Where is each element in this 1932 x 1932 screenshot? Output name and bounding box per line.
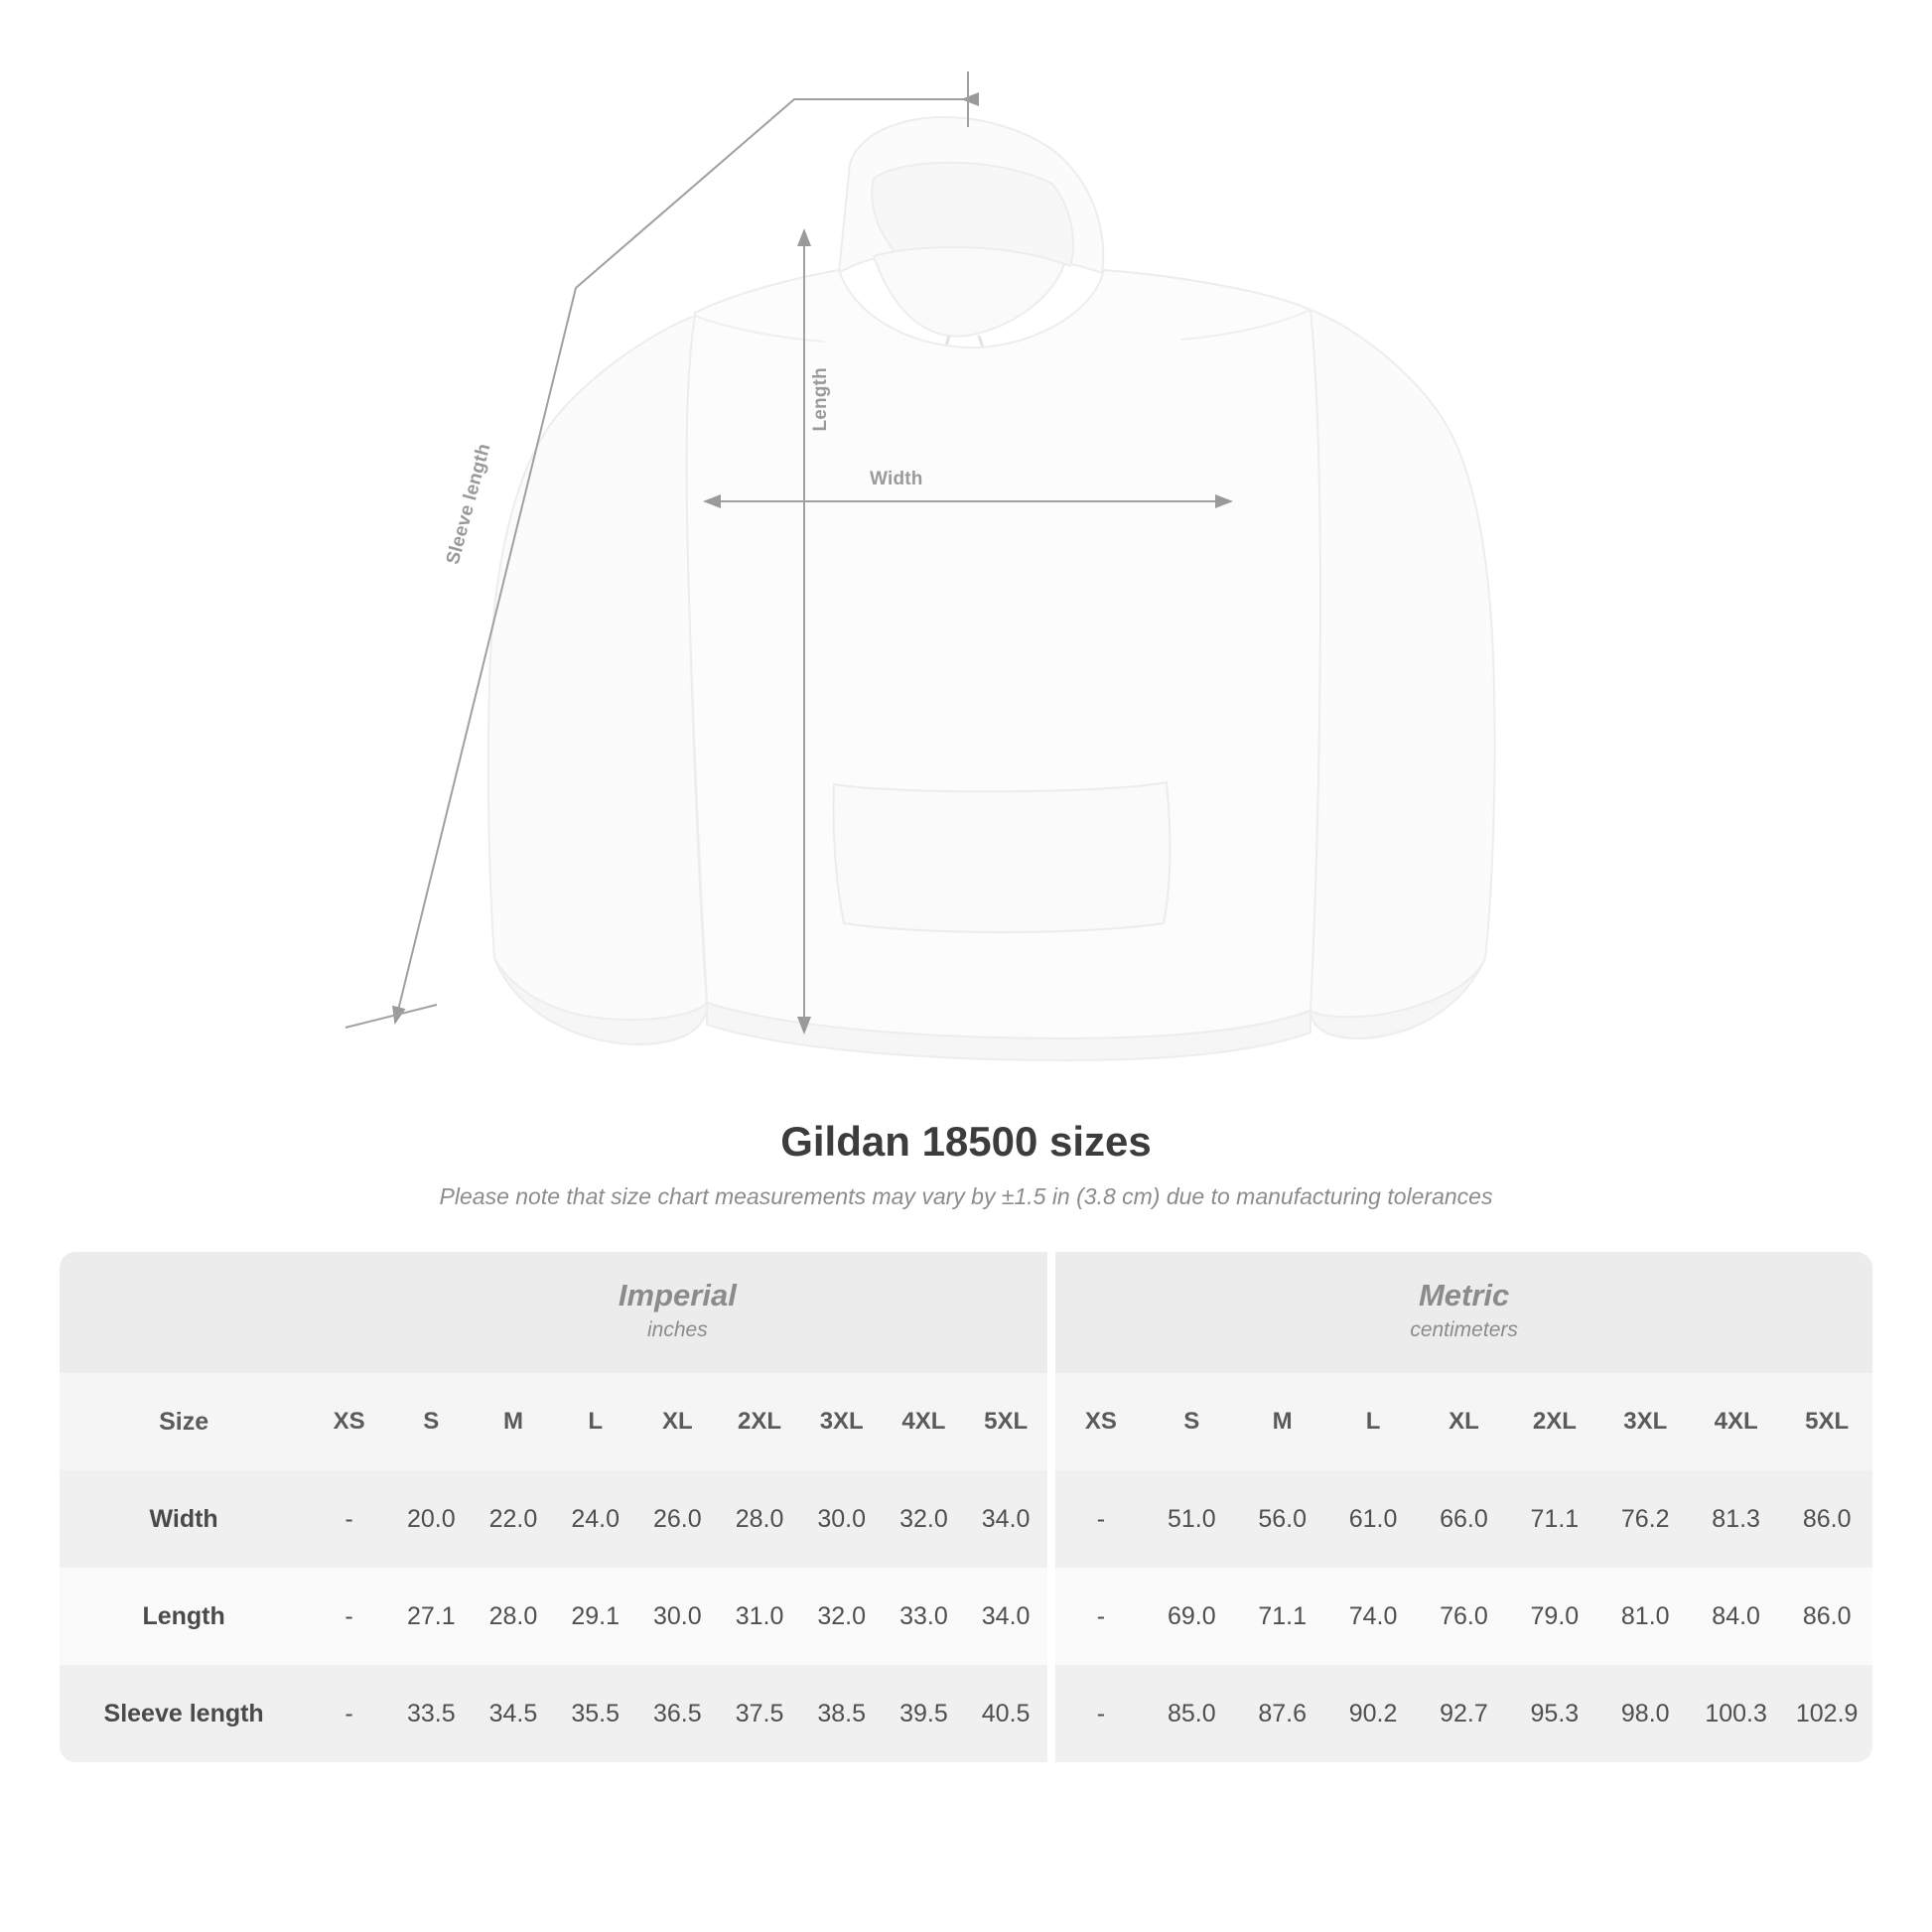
length-imperial-s: 27.1 bbox=[390, 1568, 473, 1665]
width-metric-m: 56.0 bbox=[1237, 1470, 1327, 1568]
header-metric-5xl: 5XL bbox=[1781, 1373, 1872, 1470]
width-gap-cell bbox=[1047, 1470, 1056, 1568]
table-row bbox=[60, 1470, 1872, 1568]
sleeve-metric-5xl: 102.9 bbox=[1781, 1665, 1872, 1762]
width-label: Width bbox=[870, 469, 923, 489]
table-row bbox=[60, 1568, 1872, 1665]
row-label-width: Width bbox=[60, 1470, 308, 1568]
sleeve-imperial-m: 34.5 bbox=[473, 1665, 555, 1762]
length-metric-2xl: 79.0 bbox=[1509, 1568, 1599, 1665]
size-header-cell: Size bbox=[60, 1373, 308, 1470]
sleeve-imperial-5xl: 40.5 bbox=[965, 1665, 1047, 1762]
sleeve-metric-4xl: 100.3 bbox=[1691, 1665, 1781, 1762]
length-imperial-m: 28.0 bbox=[473, 1568, 555, 1665]
width-metric-s: 51.0 bbox=[1147, 1470, 1237, 1568]
title-block bbox=[0, 1118, 1932, 1210]
header-imperial-2xl: 2XL bbox=[719, 1373, 801, 1470]
length-metric-4xl: 84.0 bbox=[1691, 1568, 1781, 1665]
sleeve-imperial-2xl: 37.5 bbox=[719, 1665, 801, 1762]
header-imperial-xs: XS bbox=[308, 1373, 390, 1470]
unit-spacer-cell bbox=[60, 1252, 308, 1373]
length-gap-cell bbox=[1047, 1568, 1056, 1665]
sleeve-metric-3xl: 98.0 bbox=[1600, 1665, 1691, 1762]
header-metric-s: S bbox=[1147, 1373, 1237, 1470]
length-imperial-l: 29.1 bbox=[554, 1568, 636, 1665]
width-imperial-s: 20.0 bbox=[390, 1470, 473, 1568]
header-imperial-s: S bbox=[390, 1373, 473, 1470]
width-metric-4xl: 81.3 bbox=[1691, 1470, 1781, 1568]
sleeve-metric-m: 87.6 bbox=[1237, 1665, 1327, 1762]
header-metric-4xl: 4XL bbox=[1691, 1373, 1781, 1470]
unit-header-row bbox=[60, 1252, 1872, 1373]
sleeve-imperial-3xl: 38.5 bbox=[800, 1665, 883, 1762]
sleeve-metric-2xl: 95.3 bbox=[1509, 1665, 1599, 1762]
width-metric-xs: - bbox=[1055, 1470, 1146, 1568]
sleeve-length-label: Sleeve length bbox=[442, 441, 495, 567]
width-imperial-xl: 26.0 bbox=[636, 1470, 719, 1568]
row-label-length: Length bbox=[60, 1568, 308, 1665]
width-imperial-4xl: 32.0 bbox=[883, 1470, 965, 1568]
length-imperial-xs: - bbox=[308, 1568, 390, 1665]
length-imperial-4xl: 33.0 bbox=[883, 1568, 965, 1665]
length-metric-m: 71.1 bbox=[1237, 1568, 1327, 1665]
metric-unit-name: Metric bbox=[1418, 1278, 1510, 1313]
width-imperial-5xl: 34.0 bbox=[965, 1470, 1047, 1568]
length-metric-5xl: 86.0 bbox=[1781, 1568, 1872, 1665]
hoodie-shape bbox=[488, 117, 1495, 1060]
width-imperial-3xl: 30.0 bbox=[800, 1470, 883, 1568]
sleeve-imperial-s: 33.5 bbox=[390, 1665, 473, 1762]
sleeve-metric-xl: 92.7 bbox=[1419, 1665, 1509, 1762]
header-imperial-l: L bbox=[554, 1373, 636, 1470]
sleeve-imperial-xs: - bbox=[308, 1665, 390, 1762]
tolerance-note: Please note that size chart measurements may vary by ±1.5 in (3.8 cm) due to manufacturing tolerances bbox=[439, 1183, 1493, 1209]
length-imperial-3xl: 32.0 bbox=[800, 1568, 883, 1665]
width-imperial-m: 22.0 bbox=[473, 1470, 555, 1568]
imperial-unit-cell bbox=[308, 1252, 1046, 1373]
sleeve-metric-s: 85.0 bbox=[1147, 1665, 1237, 1762]
length-imperial-5xl: 34.0 bbox=[965, 1568, 1047, 1665]
header-imperial-4xl: 4XL bbox=[883, 1373, 965, 1470]
sleeve-metric-l: 90.2 bbox=[1327, 1665, 1418, 1762]
sleeve-imperial-xl: 36.5 bbox=[636, 1665, 719, 1762]
imperial-unit-name: Imperial bbox=[618, 1278, 737, 1313]
header-imperial-m: M bbox=[473, 1373, 555, 1470]
length-imperial-xl: 30.0 bbox=[636, 1568, 719, 1665]
header-metric-3xl: 3XL bbox=[1600, 1373, 1691, 1470]
width-imperial-xs: - bbox=[308, 1470, 390, 1568]
header-metric-xs: XS bbox=[1055, 1373, 1146, 1470]
length-metric-xs: - bbox=[1055, 1568, 1146, 1665]
row-label-sleeve-length: Sleeve length bbox=[60, 1665, 308, 1762]
table-row bbox=[60, 1665, 1872, 1762]
header-metric-l: L bbox=[1327, 1373, 1418, 1470]
page-title: Gildan 18500 sizes bbox=[780, 1118, 1152, 1165]
length-metric-xl: 76.0 bbox=[1419, 1568, 1509, 1665]
sleeve-metric-xs: - bbox=[1055, 1665, 1146, 1762]
width-imperial-l: 24.0 bbox=[554, 1470, 636, 1568]
header-metric-xl: XL bbox=[1419, 1373, 1509, 1470]
metric-unit-sub: centimeters bbox=[1410, 1318, 1518, 1342]
size-header-row bbox=[60, 1373, 1872, 1470]
sleeve-imperial-4xl: 39.5 bbox=[883, 1665, 965, 1762]
header-metric-2xl: 2XL bbox=[1509, 1373, 1599, 1470]
length-metric-l: 74.0 bbox=[1327, 1568, 1418, 1665]
length-imperial-2xl: 31.0 bbox=[719, 1568, 801, 1665]
header-imperial-3xl: 3XL bbox=[800, 1373, 883, 1470]
size-table bbox=[60, 1252, 1872, 1762]
header-gap-cell bbox=[1047, 1373, 1056, 1470]
length-label: Length bbox=[810, 367, 831, 432]
metric-unit-cell bbox=[1055, 1252, 1872, 1373]
width-metric-xl: 66.0 bbox=[1419, 1470, 1509, 1568]
length-metric-3xl: 81.0 bbox=[1600, 1568, 1691, 1665]
header-metric-m: M bbox=[1237, 1373, 1327, 1470]
width-metric-2xl: 71.1 bbox=[1509, 1470, 1599, 1568]
sleeve-imperial-l: 35.5 bbox=[554, 1665, 636, 1762]
width-imperial-2xl: 28.0 bbox=[719, 1470, 801, 1568]
unit-gap-cell bbox=[1047, 1252, 1056, 1373]
width-metric-5xl: 86.0 bbox=[1781, 1470, 1872, 1568]
length-metric-s: 69.0 bbox=[1147, 1568, 1237, 1665]
size-table-container bbox=[60, 1252, 1872, 1762]
header-imperial-xl: XL bbox=[636, 1373, 719, 1470]
width-metric-l: 61.0 bbox=[1327, 1470, 1418, 1568]
imperial-unit-sub: inches bbox=[647, 1318, 708, 1342]
sleeve-gap-cell bbox=[1047, 1665, 1056, 1762]
width-metric-3xl: 76.2 bbox=[1600, 1470, 1691, 1568]
header-imperial-5xl: 5XL bbox=[965, 1373, 1047, 1470]
